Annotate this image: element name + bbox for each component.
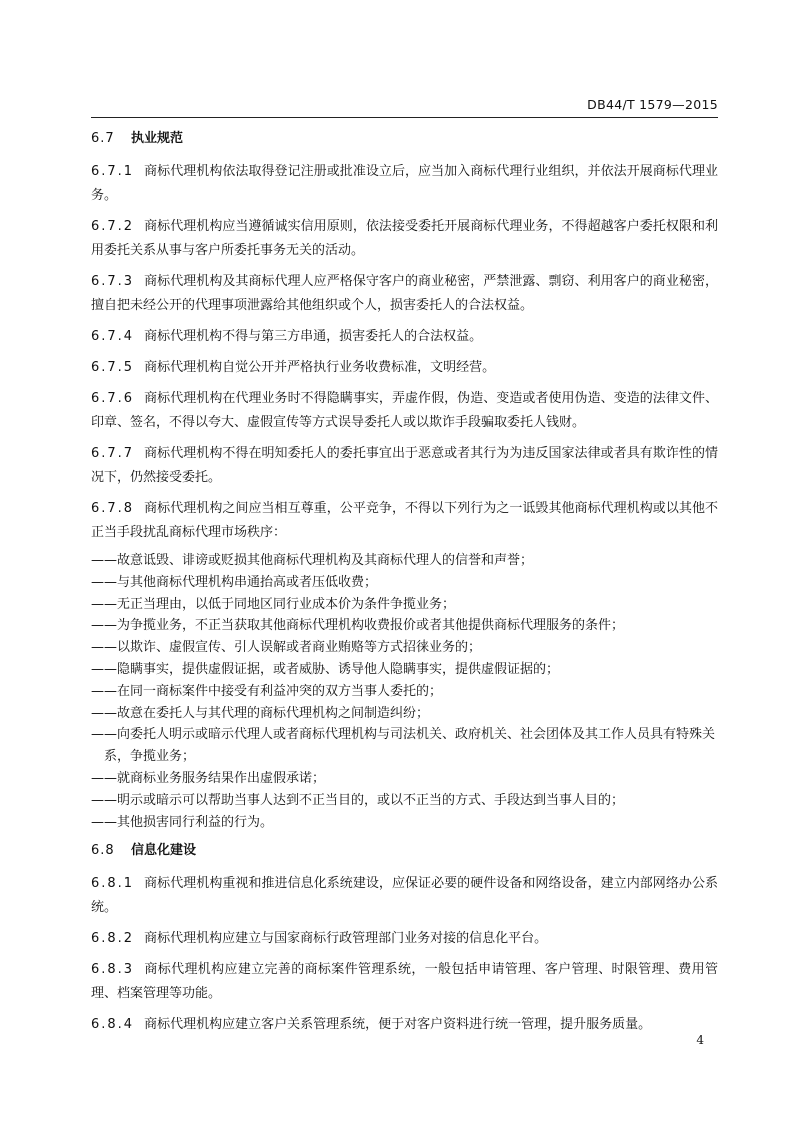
list-item: ——无正当理由，以低于同地区同行业成本价为条件争揽业务； xyxy=(91,596,456,612)
clause-number: 6.8.3 xyxy=(91,962,135,978)
page-content xyxy=(91,124,718,1044)
clause-text: 商标代理机构应建立与国家商标行政管理部门业务对接的信息化平台。 xyxy=(144,931,548,947)
clause-number: 6.7.5 xyxy=(91,360,135,375)
clause-text: 商标代理机构应建立完善的商标案件管理系统，一般包括申请管理、客户管理、时限管理、费用管理、档案管理等功能。 xyxy=(91,962,718,1002)
clause-6-7-3 xyxy=(91,270,718,318)
section-title: 信息化建设 xyxy=(131,843,197,859)
section-heading-6-7 xyxy=(91,128,718,150)
list-item: ——以欺诈、虚假宣传、引人误解或者商业贿赂等方式招徕业务的； xyxy=(91,640,482,656)
clause-number: 6.7.2 xyxy=(91,219,135,234)
clause-6-7-5 xyxy=(91,356,718,380)
clause-text: 商标代理机构应当遵循诚实信用原则，依法接受委托开展商标代理业务，不得超越客户委托权限和利用委托关系从事与客户所委托事务无关的活动。 xyxy=(91,219,718,258)
clause-text: 商标代理机构及其商标代理人应严格保守客户的商业秘密，严禁泄露、剽窃、利用客户的商业秘密，擅自把未经公开的代理事项泄露给其他组织或个人，损害委托人的合法权益。 xyxy=(91,274,718,313)
document-code: DB44/T 1579—2015 xyxy=(587,97,718,112)
clause-text: 商标代理机构依法取得登记注册或批准设立后，应当加入商标代理行业组织，并依法开展商标代理业务。 xyxy=(91,164,718,203)
list-item: ——为争揽业务，不正当获取其他商标代理机构收费报价或者其他提供商标代理服务的条件； xyxy=(91,618,625,634)
clause-text: 商标代理机构自觉公开并严格执行业务收费标准，文明经营。 xyxy=(144,360,496,375)
clause-text: 商标代理机构在代理业务时不得隐瞒事实，弄虚作假，伪造、变造或者使用伪造、变造的法律文件、印章、签名，不得以夸大、虚假宣传等方式误导委托人或以欺诈手段骗取委托人钱财。 xyxy=(91,391,718,430)
clause-6-8-4 xyxy=(91,1013,718,1037)
section-number: 6.7 xyxy=(91,131,115,146)
clause-number: 6.8.2 xyxy=(91,931,135,947)
page-number: 4 xyxy=(696,1033,704,1047)
section-title: 执业规范 xyxy=(131,131,184,146)
clause-number: 6.7.7 xyxy=(91,446,135,461)
clause-6-7-4 xyxy=(91,325,718,349)
clause-number: 6.7.4 xyxy=(91,329,135,344)
list-item: ——故意诋毁、诽谤或贬损其他商标代理机构及其商标代理人的信誉和声誉； xyxy=(91,553,534,568)
clause-text: 商标代理机构之间应当相互尊重，公平竞争，不得以下列行为之一诋毁其他商标代理机构或以其他不正当手段扰乱商标代理市场秩序： xyxy=(91,501,718,540)
clause-number: 6.7.6 xyxy=(91,391,135,406)
clause-text: 商标代理机构不得在明知委托人的委托事宜出于恶意或者其行为为违反国家法律或者具有欺诈性的情况下，仍然接受委托。 xyxy=(91,446,718,485)
clause-text: 商标代理机构重视和推进信息化系统建设，应保证必要的硬件设备和网络设备，建立内部网络办公系统。 xyxy=(91,876,718,916)
clause-6-7-6 xyxy=(91,387,718,435)
clause-text: 商标代理机构不得与第三方串通，损害委托人的合法权益。 xyxy=(144,329,483,344)
list-item: ——向委托人明示或暗示代理人或者商标代理机构与司法机关、政府机关、社会团体及其工作人员具有特殊关系，争揽业务； xyxy=(91,727,716,765)
list-item: ——在同一商标案件中接受有利益冲突的双方当事人委托的； xyxy=(91,683,443,699)
list-item: ——就商标业务服务结果作出虚假承诺； xyxy=(91,770,326,786)
list-item: ——故意在委托人与其代理的商标代理机构之间制造纠纷； xyxy=(91,705,430,721)
clause-6-7-7 xyxy=(91,442,718,490)
list-item: ——与其他商标代理机构串通抬高或者压低收费； xyxy=(91,574,378,590)
clause-number: 6.7.8 xyxy=(91,501,135,516)
section-heading-6-8 xyxy=(91,840,718,862)
clause-6-7-8 xyxy=(91,497,718,545)
section-number: 6.8 xyxy=(91,843,115,859)
clause-6-7-2 xyxy=(91,215,718,263)
header-divider xyxy=(91,117,718,118)
clause-6-7-1 xyxy=(91,160,718,208)
clause-number: 6.7.3 xyxy=(91,274,135,289)
list-item: ——隐瞒事实，提供虚假证据，或者威胁、诱导他人隐瞒事实，提供虚假证据的； xyxy=(91,661,560,677)
clause-text: 商标代理机构应建立客户关系管理系统，便于对客户资料进行统一管理，提升服务质量。 xyxy=(144,1017,652,1033)
clause-number: 6.7.1 xyxy=(91,164,135,179)
list-item: ——明示或暗示可以帮助当事人达到不正当目的，或以不正当的方式、手段达到当事人目的； xyxy=(91,792,625,808)
clause-6-8-1 xyxy=(91,872,718,920)
clause-6-8-2 xyxy=(91,927,718,951)
prohibited-acts-list xyxy=(91,550,718,833)
clause-6-8-3 xyxy=(91,958,718,1006)
clause-number: 6.8.4 xyxy=(91,1017,135,1033)
clause-number: 6.8.1 xyxy=(91,876,135,892)
list-item: ——其他损害同行利益的行为。 xyxy=(91,814,274,830)
